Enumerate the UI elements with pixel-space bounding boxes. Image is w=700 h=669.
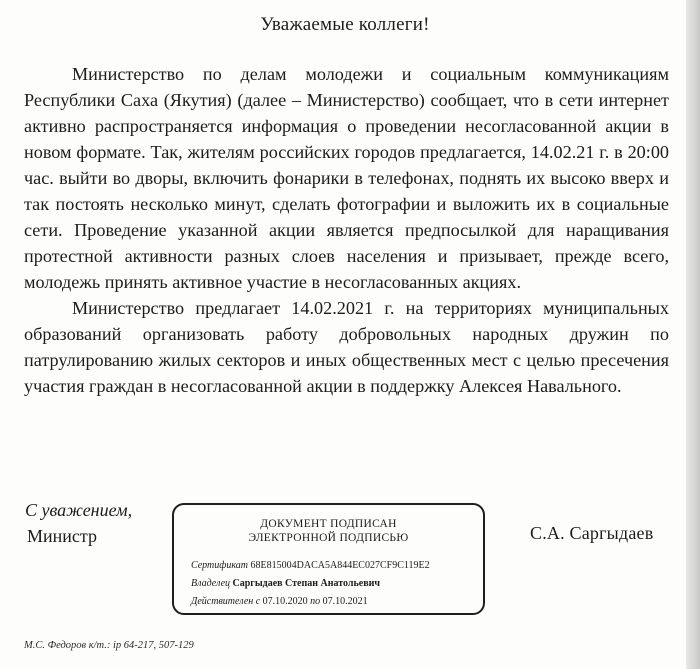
certificate-value: 68E815004DACA5A844EC027CF9C119E2: [250, 560, 430, 571]
stamp-certificate-row: [191, 557, 430, 575]
valid-to: 07.10.2021: [322, 596, 368, 607]
signer-name: С.А. Саргыдаев: [530, 523, 654, 543]
stamp-validity-row: [191, 593, 430, 611]
letter-body: [24, 61, 669, 399]
stamp-owner-row: [191, 575, 430, 593]
letter-paragraph-2: Министерство предлагает 14.02.2021 г. на территориях муниципальных образований организовать работу добровольных народных дружин по патрулированию жилых секторов и иных общественных мест с целью пресечения участия граждан в несогласованной акции в поддержку Алексея Навального.: [24, 298, 669, 396]
closing-regards: С уважением,: [25, 500, 133, 520]
letter-closing: [25, 497, 132, 549]
electronic-signature-stamp: [172, 503, 485, 615]
owner-value: Саргыдаев Степан Анатольевич: [232, 578, 381, 589]
page-edge-shadow: [686, 0, 700, 669]
letter-paragraph-1: Министерство по делам молодежи и социальным коммуникациям Республики Саха (Якутия) (далее – Министерство) сообщает, что в сети интернет активно распространяется информация о проведении несогласованной акции в новом формате. Так, жителям российских городов предлагается, 14.02.21 г. в 20:00 час. выйти во дворы, включить фонарики в телефонах, поднять их высоко вверх и так постоять несколько минут, сделать фотографии и выложить их в социальные сети. Проведение указанной акции является предпосылкой для наращивания протестной активности разных слоев населения и призывает, прежде всего, молодежь принять активное участие в несогласованных акциях.: [24, 64, 669, 292]
valid-label: Действителен с: [191, 596, 261, 607]
stamp-details: [191, 557, 430, 611]
stamp-title: [174, 517, 483, 545]
valid-from: 07.10.2020: [262, 596, 308, 607]
letter-greeting: Уважаемые коллеги!: [260, 14, 430, 35]
certificate-label: Сертификат: [191, 560, 249, 571]
stamp-title-line-2: ЭЛЕКТРОННОЙ ПОДПИСЬЮ: [248, 532, 409, 544]
closing-position: Министр: [27, 526, 97, 546]
executor-footer: М.С. Федоров к/т.: ip 64-217, 507-129: [24, 640, 194, 651]
stamp-title-line-1: ДОКУМЕНТ ПОДПИСАН: [260, 518, 397, 530]
valid-to-label: по: [310, 596, 321, 607]
owner-label: Владелец: [191, 578, 231, 589]
